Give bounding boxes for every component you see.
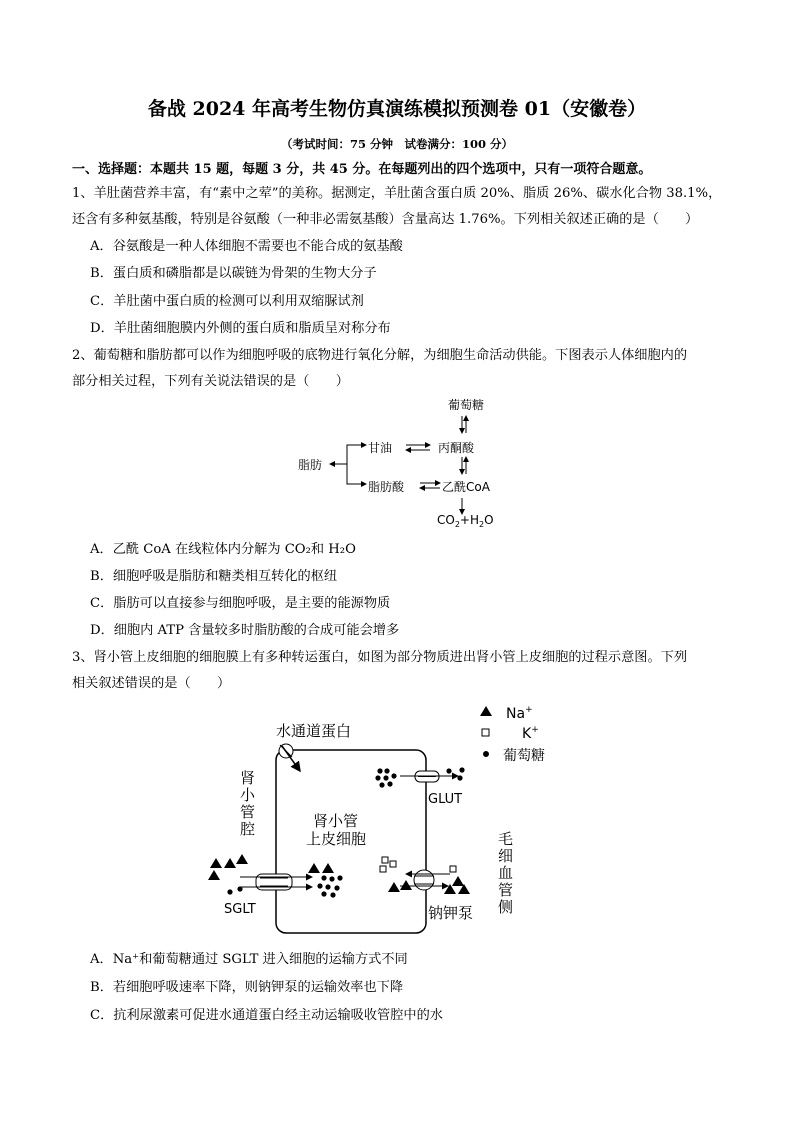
na-k-pump (414, 870, 434, 890)
q2-option-c: C．脂肪可以直接参与细胞呼吸，是主要的能源物质 (90, 596, 391, 611)
capillary-char-5: 侧 (498, 898, 514, 916)
cell-label-line2: 上皮细胞 (306, 830, 367, 848)
glycerol-label: 甘油 (368, 441, 393, 455)
lumen-char-4: 腔 (240, 820, 256, 838)
section-heading: 一、选择题：本题共 15 题，每题 3 分，共 45 分。在每题列出的四个选项中，只有一项符合题意。 (72, 162, 652, 177)
exam-meta: （考试时间：75 分钟 试卷满分：100 分） (280, 137, 513, 151)
pyruvate-label: 丙酮酸 (438, 441, 475, 455)
legend-glucose-dot (483, 751, 489, 757)
aquaporin-label: 水通道蛋白 (276, 722, 352, 740)
glut-label: GLUT (428, 792, 463, 807)
q1-option-b: B．蛋白质和磷脂都是以碳链为骨架的生物大分子 (90, 266, 377, 281)
pump-label: 钠钾泵 (428, 904, 474, 922)
legend-k-label: K+ (522, 725, 539, 742)
capillary-char-1: 毛 (498, 830, 514, 848)
capillary-char-2: 细 (498, 847, 514, 865)
acetyl-coa-label: 乙酰CoA (442, 480, 490, 494)
q3-stem-line1: 3、肾小管上皮细胞的细胞膜上有多种转运蛋白，如图为部分物质进出肾小管上皮细胞的过程示意图。下列 (72, 650, 688, 665)
fatty-acid-label: 脂肪酸 (368, 480, 405, 494)
q2-option-a: A．乙酰 CoA 在线粒体内分解为 CO₂和 H₂O (90, 542, 356, 557)
page-title: 备战 2024 年高考生物仿真演练模拟预测卷 01（安徽卷） (147, 98, 647, 120)
glucose-label: 葡萄糖 (448, 398, 485, 412)
q2-option-b: B．细胞呼吸是脂肪和糖类相互转化的枢纽 (90, 569, 338, 584)
fat-label: 脂肪 (298, 458, 323, 472)
cell-label-line1: 肾小管 (313, 812, 359, 830)
q3-stem-line2: 相关叙述错误的是（ ） (72, 676, 231, 691)
legend-na-triangle (480, 706, 492, 716)
q1-option-c: C．羊肚菌中蛋白质的检测可以利用双缩脲试剂 (90, 294, 364, 309)
q1-stem-line2: 还含有多种氨基酸，特别是谷氨酸（一种非必需氨基酸）含量高达 1.76%。下列相关叙述正确的是（ ） (72, 212, 699, 227)
lumen-char-2: 小 (240, 786, 256, 804)
q2-stem-line2: 部分相关过程，下列有关说法错误的是（ ） (72, 374, 349, 389)
q3-option-c: C．抗利尿激素可促进水通道蛋白经主动运输吸收管腔中的水 (90, 1008, 443, 1023)
bracket-fat (347, 445, 366, 484)
legend-k-square (482, 729, 489, 736)
q1-option-d: D．羊肚菌细胞膜内外侧的蛋白质和脂质呈对称分布 (90, 321, 391, 336)
co2-h2o-label: $CO_2+H_2O$ (437, 513, 494, 529)
lumen-char-3: 管 (240, 803, 256, 821)
q2-option-d: D．细胞内 ATP 含量较多时脂肪酸的合成可能会增多 (90, 623, 400, 638)
lumen-char-1: 肾 (240, 769, 256, 787)
metabolism-diagram (290, 392, 520, 530)
q3-option-b: B．若细胞呼吸速率下降，则钠钾泵的运输效率也下降 (90, 980, 404, 995)
q1-stem-line1: 1、羊肚菌营养丰富，有“素中之荤”的美称。据测定，羊肚菌含蛋白质 20%、脂质 26%、碳水化合物 38.1%， (72, 186, 722, 201)
q2-stem-line1: 2、葡萄糖和脂肪都可以作为细胞呼吸的底物进行氧化分解，为细胞生命活动供能。下图表示人体细胞内的 (72, 348, 688, 363)
capillary-char-4: 管 (498, 881, 514, 899)
legend-na-label: Na+ (506, 705, 533, 722)
sglt-transporter (256, 874, 292, 890)
sglt-label: SGLT (224, 902, 256, 917)
q1-option-a: A．谷氨酸是一种人体细胞不需要也不能合成的氨基酸 (90, 239, 403, 254)
q3-option-a: A．Na⁺和葡萄糖通过 SGLT 进入细胞的运输方式不同 (90, 952, 408, 967)
legend-glucose-label: 葡萄糖 (503, 748, 545, 764)
capillary-char-3: 血 (498, 864, 514, 882)
kidney-cell-diagram (200, 698, 570, 938)
